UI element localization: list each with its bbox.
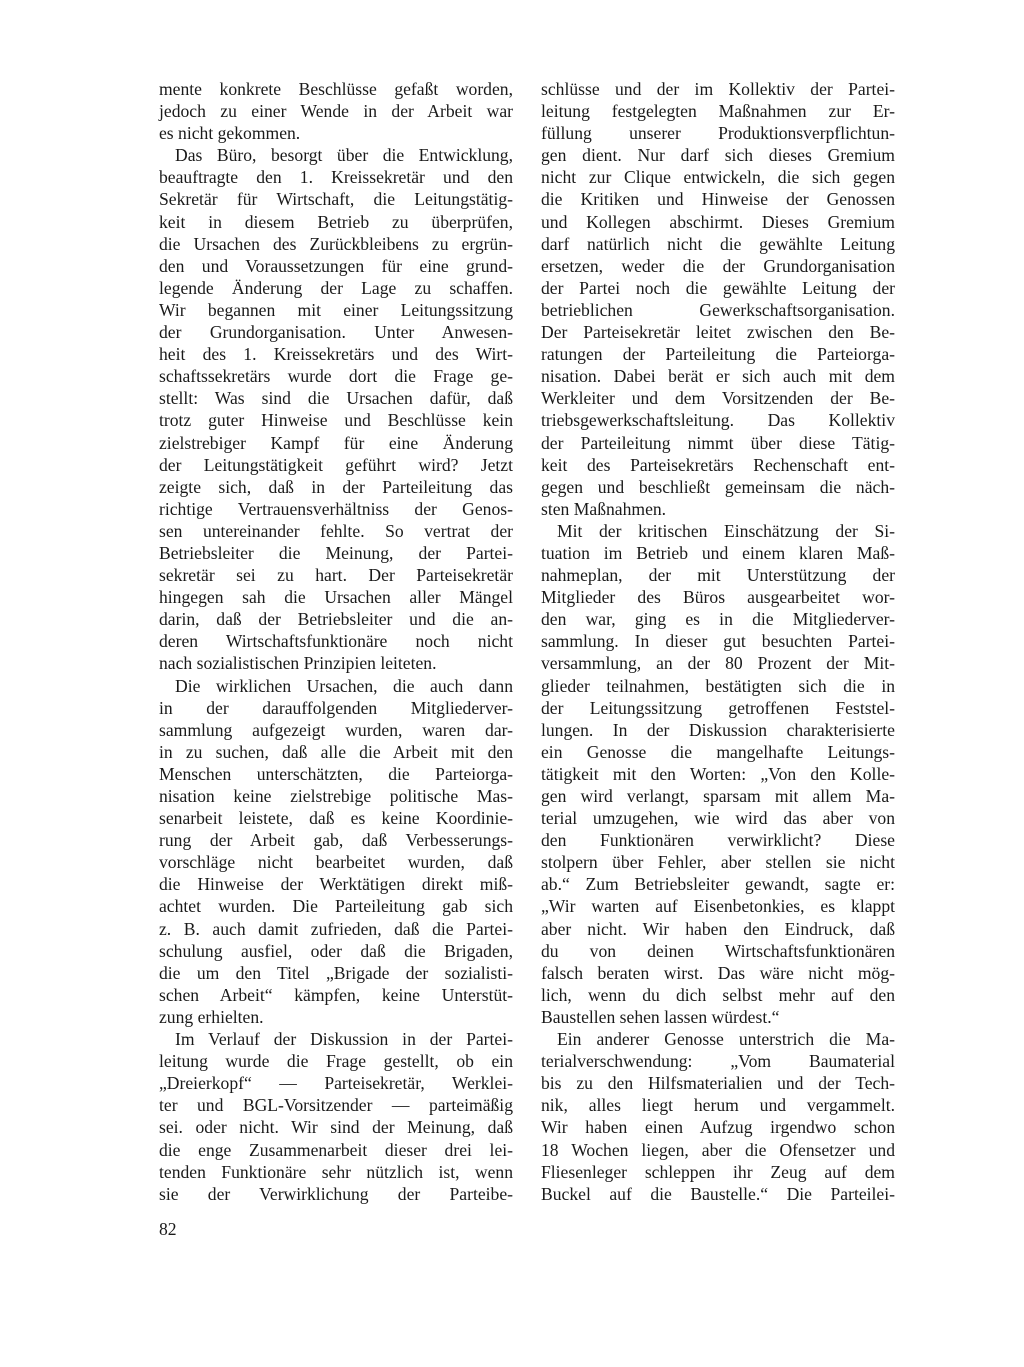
text-line: nisation keine zielstrebige politische Mas- — [159, 786, 513, 806]
text-line: hingegen sah die Ursachen aller Mängel — [159, 587, 513, 608]
text-line: in zu suchen, daß alle die Arbeit mit den — [159, 741, 513, 762]
text-line: lungen. In der Diskussion charakterisierte — [541, 719, 895, 740]
text-line: schulung ausfiel, oder daß die Brigaden, — [159, 940, 513, 961]
text-line: leitung wurde die Frage gestellt, ob ein — [159, 1051, 513, 1072]
text-line: schen Arbeit“ kämpfen, keine Unterstüt- — [159, 984, 513, 1005]
text-line: beauftragte den 1. Kreissekretär und den — [159, 167, 513, 188]
text-line: du von deinen Wirtschaftsfunktionären — [541, 940, 895, 961]
text-line: Der Parteisekretär leitet zwischen den Be- — [541, 322, 895, 343]
text-line: Betriebsleiter die Meinung, der Partei- — [159, 542, 513, 563]
text-line: Das Büro, besorgt über die Entwicklung, — [175, 145, 513, 166]
text-line: Fliesenleger schleppen ihr Zeug auf dem — [541, 1161, 895, 1182]
text-line: versammlung, an der 80 Prozent der Mit- — [541, 653, 895, 674]
text-line: ter und BGL-Vorsitzender — parteimäßig — [159, 1095, 513, 1116]
text-line: jedoch zu einer Wende in der Arbeit war — [159, 101, 513, 122]
text-line: gen wird verlangt, sparsam mit allem Ma- — [541, 786, 895, 806]
text-line: heit des 1. Kreissekretärs und des Wirt- — [159, 344, 513, 365]
left-text-column — [159, 78, 513, 1205]
text-line: die Hinweise der Werktätigen direkt miß- — [159, 874, 513, 895]
text-line: nisation. Dabei berät er sich auch mit dem — [541, 366, 895, 387]
text-line: keit in diesem Betrieb zu überprüfen, — [159, 211, 513, 232]
text-line: sten Maßnahmen. — [541, 498, 667, 519]
text-line: sie der Verwirklichung der Parteibe- — [159, 1183, 513, 1204]
text-line: ab.“ Zum Betriebsleiter gewandt, sagte er: — [541, 874, 895, 895]
text-line: sen untereinander fehlte. So vertrat der — [159, 520, 513, 541]
text-line: Im Verlauf der Diskussion in der Partei- — [175, 1029, 513, 1050]
text-line: nik, alles liegt herum und vergammelt. — [541, 1095, 895, 1116]
text-line: sammlung aufgezeigt wurden, waren dar- — [159, 719, 513, 740]
text-line: tenden Funktionäre sehr nützlich ist, wenn — [159, 1161, 513, 1182]
text-line: sammlung. In dieser gut besuchten Partei- — [541, 631, 895, 652]
text-line: Wir begannen mit einer Leitungssitzung — [159, 299, 513, 320]
text-line: bis zu den Hilfsmaterialien und der Tech- — [541, 1073, 895, 1094]
text-line: sei. oder nicht. Wir sind der Meinung, daß — [159, 1117, 513, 1138]
text-line: und Kollegen abschirmt. Dieses Gremium — [541, 211, 895, 232]
text-line: den war, ging es in die Mitgliederver- — [541, 609, 895, 630]
text-line: nicht zur Clique entwickeln, die sich gegen — [541, 167, 895, 188]
text-line: Baustellen sehen lassen würdest.“ — [541, 1006, 780, 1027]
text-line: ersetzen, weder die der Grundorganisation — [541, 255, 895, 276]
text-line: leitung festgelegten Maßnahmen zur Er- — [541, 101, 895, 122]
text-line: die um den Titel „Brigade der sozialisti- — [159, 962, 513, 983]
text-line: legende Änderung der Lage zu schaffen. — [159, 277, 513, 298]
text-line: zung erhielten. — [159, 1006, 264, 1027]
text-line: Menschen unterschätzten, die Parteiorga- — [159, 763, 513, 784]
text-line: betrieblichen Gewerkschaftsorganisation. — [541, 299, 895, 320]
text-line: Ein anderer Genosse unterstrich die Ma- — [557, 1029, 895, 1050]
text-line: vorschläge nicht bearbeitet wurden, daß — [159, 852, 513, 873]
right-text-column — [541, 78, 895, 1205]
text-line: darf natürlich nicht die gewählte Leitung — [541, 233, 895, 254]
text-line: richtige Vertrauensverhältniss der Genos- — [159, 498, 513, 519]
text-line: nahmeplan, der mit Unterstützung der — [541, 565, 895, 586]
text-line: in der darauffolgenden Mitgliederver- — [159, 697, 513, 718]
text-line: den Funktionären verwirklicht? Diese — [541, 830, 895, 851]
text-line: Werkleiter und dem Vorsitzenden der Be- — [541, 388, 895, 409]
text-line: Buckel auf die Baustelle.“ Die Parteilei- — [541, 1183, 895, 1204]
text-line: „Dreierkopf“ — Parteisekretär, Werklei- — [159, 1073, 513, 1094]
text-line: Die wirklichen Ursachen, die auch dann — [175, 675, 513, 696]
text-line: Mitglieder des Büros ausgearbeitet wor- — [541, 587, 895, 608]
text-line: 18 Wochen liegen, aber die Ofensetzer und — [541, 1139, 895, 1160]
text-line: füllung unserer Produktionsverpflichtun- — [541, 123, 895, 144]
text-line: „Wir warten auf Eisenbetonkies, es klappt — [541, 896, 895, 917]
text-line: ein Genosse die mangelhafte Leitungs- — [541, 741, 895, 762]
text-line: mente konkrete Beschlüsse gefaßt worden, — [159, 79, 513, 99]
text-line: terial umzugehen, wie wird das aber von — [541, 808, 895, 829]
page-number: 82 — [159, 1219, 177, 1239]
text-line: nach sozialistischen Prinzipien leiteten. — [159, 653, 437, 674]
text-line: gen dient. Nur darf sich dieses Gremium — [541, 145, 895, 166]
text-line: terialverschwendung: „Vom Baumaterial — [541, 1051, 895, 1072]
text-line: deren Wirtschaftsfunktionäre noch nicht — [159, 631, 513, 652]
text-line: zeigte sich, daß in der Parteileitung das — [159, 476, 513, 497]
text-line: falsch beraten wirst. Das wäre nicht mög- — [541, 962, 895, 983]
text-line: Sekretär für Wirtschaft, die Leitungstätig- — [159, 189, 513, 210]
text-line: lich, wenn du dich selbst mehr auf den — [541, 984, 895, 1005]
text-line: senarbeit leistete, daß es keine Koordinie- — [159, 808, 513, 829]
text-line: ratungen der Parteileitung die Parteiorga- — [541, 344, 895, 365]
text-line: glieder teilnahmen, bestätigten sich die in — [541, 675, 895, 696]
text-line: der Parteileitung nimmt über diese Tätig- — [541, 432, 895, 453]
text-line: die Ursachen des Zurückbleibens zu ergrün- — [159, 233, 513, 254]
text-line: stellt: Was sind die Ursachen dafür, daß — [159, 388, 513, 409]
text-line: gegen und beschließt gemeinsam die näch- — [541, 476, 895, 497]
text-line: keit des Parteisekretärs Rechenschaft ent- — [541, 454, 895, 475]
text-line: den und Voraussetzungen für eine grund- — [159, 255, 513, 276]
text-line: tätigkeit mit den Worten: „Von den Kolle- — [541, 763, 895, 784]
text-line: Wir haben einen Aufzug irgendwo schon — [541, 1117, 895, 1138]
text-line: Mit der kritischen Einschätzung der Si- — [557, 520, 895, 541]
text-line: der Leitungssitzung getroffenen Feststel- — [541, 697, 895, 718]
text-line: der Leitungstätigkeit geführt wird? Jetzt — [159, 454, 513, 475]
text-line: die enge Zusammenarbeit dieser drei lei- — [159, 1139, 513, 1160]
text-line: sekretär sei zu hart. Der Parteisekretär — [159, 565, 513, 586]
text-line: trotz guter Hinweise und Beschlüsse kein — [159, 410, 513, 431]
text-line: achtet wurden. Die Parteileitung gab sich — [159, 896, 513, 917]
text-line: aber nicht. Wir haben den Eindruck, daß — [541, 918, 895, 939]
text-line: darin, daß der Betriebsleiter und die an- — [159, 609, 513, 630]
text-line: es nicht gekommen. — [159, 123, 301, 144]
text-line: der Partei noch die gewählte Leitung der — [541, 277, 895, 298]
text-line: der Grundorganisation. Unter Anwesen- — [159, 322, 513, 343]
text-line: die Kritiken und Hinweise der Genossen — [541, 189, 895, 210]
text-line: zielstrebiger Kampf für eine Änderung — [159, 432, 513, 453]
text-line: schaftssekretärs wurde dort die Frage ge- — [159, 366, 513, 387]
text-line: stolpern über Fehler, aber stellen sie nicht — [541, 852, 895, 873]
text-line: z. B. auch damit zufrieden, daß die Partei- — [159, 918, 513, 939]
text-line: schlüsse und der im Kollektiv der Partei- — [541, 79, 895, 99]
text-line: tuation im Betrieb und einem klaren Maß- — [541, 542, 895, 563]
text-line: rung der Arbeit gab, daß Verbesserungs- — [159, 830, 513, 851]
text-line: triebsgewerkschaftsleitung. Das Kollektiv — [541, 410, 895, 431]
